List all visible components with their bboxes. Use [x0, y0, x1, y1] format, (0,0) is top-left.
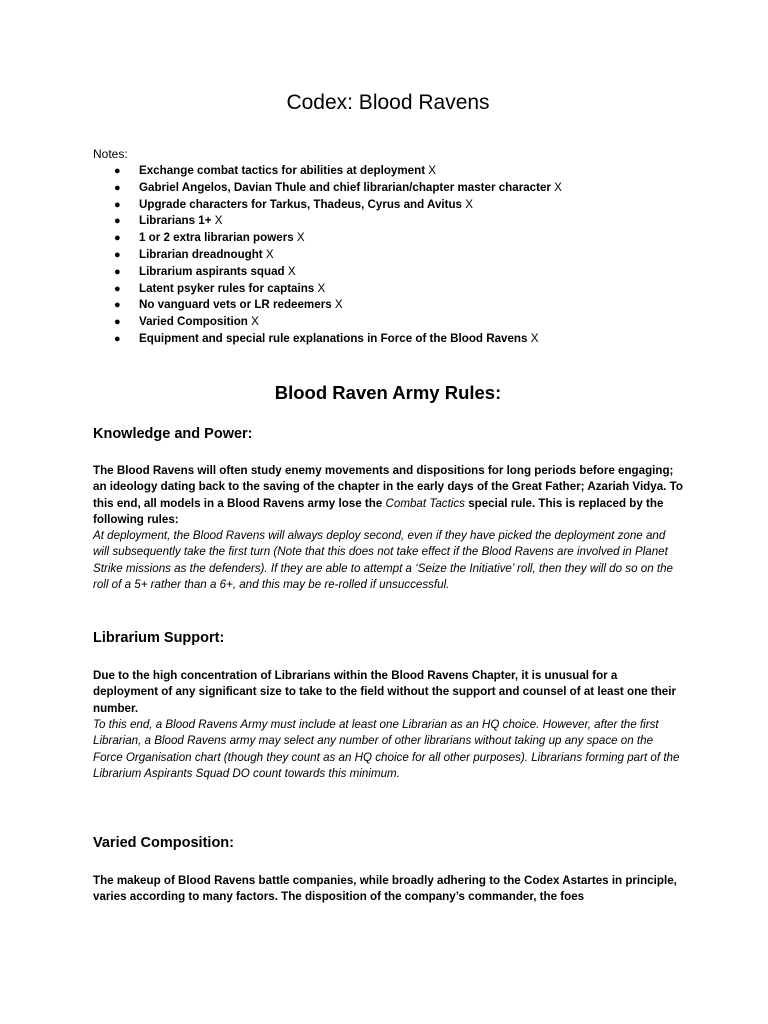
notes-item-mark: X: [462, 197, 473, 211]
bullet-icon: ●: [114, 265, 121, 278]
notes-list-item: [93, 163, 693, 180]
notes-item-mark: X: [527, 331, 539, 345]
knowledge-intro-part-2: special rule. This is replaced by the following rules:: [93, 496, 664, 527]
bullet-icon: ●: [114, 248, 121, 261]
notes-item-mark: X: [211, 214, 223, 228]
notes-list-item: [93, 230, 693, 247]
notes-item-text: Equipment and special rule explanations in Force of the Blood Ravens: [139, 331, 528, 345]
notes-list-item: [93, 297, 693, 314]
knowledge-heading: Knowledge and Power:: [93, 426, 253, 442]
notes-item-text: Gabriel Angelos, Davian Thule and chief librarian/chapter master character: [139, 180, 551, 194]
notes-item-mark: X: [425, 164, 437, 177]
notes-list-item: [93, 180, 693, 197]
knowledge-intro-italic: Combat Tactics: [385, 496, 465, 510]
bullet-icon: ●: [114, 299, 121, 312]
notes-list-item: [93, 197, 693, 214]
bullet-icon: ●: [114, 282, 121, 295]
bullet-icon: ●: [114, 332, 121, 345]
varied-intro: The makeup of Blood Ravens battle companies, while broadly adhering to the Codex Astartes in principle, varies according to many factors. The disposition of the company’s commander, the foes: [93, 874, 677, 904]
notes-item-mark: X: [331, 298, 343, 312]
notes-item-mark: X: [293, 231, 305, 245]
notes-item-text: Varied Composition: [139, 315, 248, 329]
varied-heading: Varied Composition:: [93, 835, 234, 851]
notes-list-item: [93, 314, 693, 331]
bullet-icon: ●: [114, 215, 121, 228]
notes-item-mark: X: [247, 315, 259, 329]
notes-item-text: Upgrade characters for Tarkus, Thadeus, Cyrus and Avitus: [139, 197, 462, 211]
knowledge-intro-part-1: The Blood Ravens will often study enemy movements and dispositions for long periods before engaging; an ideology dating back to the saving of the chapter in the early days of the Great Father; Azariah Vidya. To this end, all models in a Blood Ravens army lose the: [93, 464, 683, 510]
notes-list-item: [93, 264, 693, 281]
notes-item-text: No vanguard vets or LR redeemers: [139, 298, 332, 312]
document-title: Codex: Blood Ravens: [286, 91, 490, 114]
notes-item-text: Exchange combat tactics for abilities at deployment: [139, 164, 426, 177]
notes-list-item: [93, 213, 693, 230]
librarium-heading: Librarium Support:: [93, 630, 225, 646]
bullet-icon: ●: [114, 165, 121, 177]
bullet-icon: ●: [114, 198, 121, 211]
section-title: Blood Raven Army Rules:: [274, 382, 502, 403]
notes-item-text: Librarians 1+: [139, 214, 212, 228]
notes-list: [93, 163, 693, 348]
notes-item-text: Librarium aspirants squad: [139, 264, 285, 278]
notes-item-mark: X: [262, 247, 274, 261]
notes-list-item: [93, 331, 693, 348]
notes-item-text: Librarian dreadnought: [139, 247, 263, 261]
knowledge-rule: At deployment, the Blood Ravens will always deploy second, even if they have picked the deployment zone and will subsequently take the first turn (Note that this does not take effect if the Blood Ravens are involved in Planet Strike missions as the defenders). If they are able to attempt a ‘Seize the Initiative’ roll, then they will do so on the roll of a 5+ rather than a 6+, and this may be re-rolled if unsuccessful.: [93, 529, 673, 592]
notes-item-mark: X: [284, 264, 296, 278]
bullet-icon: ●: [114, 232, 121, 245]
notes-item-mark: X: [550, 180, 562, 194]
librarium-rule: To this end, a Blood Ravens Army must include at least one Librarian as an HQ choice. However, after the first Librarian, a Blood Ravens army may select any number of other librarians without taking up any space on the Force Organisation chart (though they count as an HQ choice for all other purposes). Librarians forming part of the Librarium Aspirants Squad DO count towards this minimum.: [93, 718, 680, 781]
bullet-icon: ●: [114, 316, 121, 329]
notes-item-text: Latent psyker rules for captains: [139, 281, 315, 295]
notes-item-text: 1 or 2 extra librarian powers: [139, 231, 294, 245]
notes-list-item: [93, 247, 693, 264]
knowledge-intro: [93, 463, 683, 529]
notes-item-mark: X: [314, 281, 326, 295]
notes-list-item: [93, 281, 693, 298]
librarium-intro: Due to the high concentration of Librarians within the Blood Ravens Chapter, it is unusual for a deployment of any significant size to take to the field without the support and counsel of at least one their number.: [93, 669, 676, 715]
bullet-icon: ●: [114, 181, 121, 194]
notes-label: Notes:: [93, 147, 128, 161]
